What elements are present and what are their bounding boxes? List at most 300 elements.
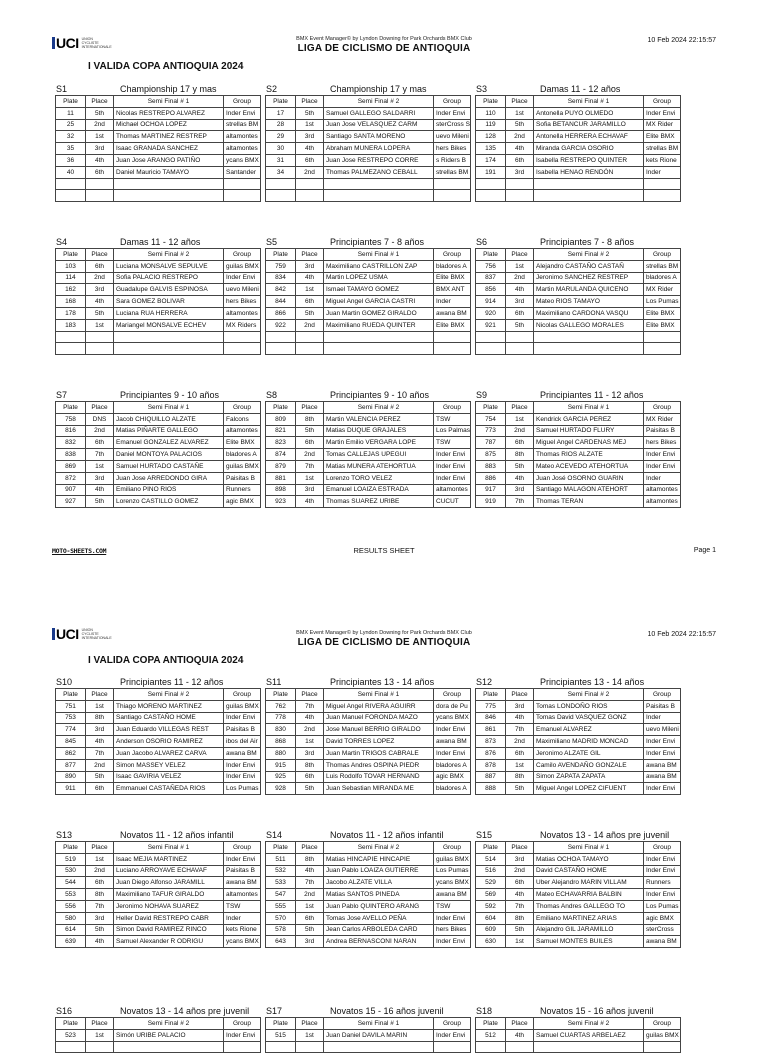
group-cell: uevo Mileni [224, 284, 261, 296]
place-header: Place [296, 402, 324, 414]
semi-final-section-s18 [475, 1005, 680, 1039]
rider-cell: Juan Diego Alfonso JARAMILL [114, 877, 224, 889]
place-cell: 5th [506, 924, 534, 936]
place-cell: 6th [296, 154, 324, 166]
plate-cell: 11 [56, 107, 86, 119]
rider-cell: Emiliano MARTINEZ ARIAS [534, 912, 644, 924]
software-credit: BMX Event Manager© by Lyndon Downing for Park Orchards BMX Club [296, 36, 472, 42]
group-cell: BMX ANT [434, 284, 471, 296]
table-header-row [266, 1018, 471, 1030]
rider-cell: Daniel Mauricio TAMAYO [114, 166, 224, 178]
plate-cell: 119 [476, 119, 506, 131]
place-cell: 8th [296, 413, 324, 425]
plate-cell: 890 [56, 771, 86, 783]
place-cell: 1st [506, 936, 534, 948]
place-cell: 5th [506, 119, 534, 131]
uci-logo: UCI UNION CYCLISTE INTERNATIONALE [52, 35, 104, 51]
place-cell: DNS [86, 413, 114, 425]
group-cell: Elite BMX [224, 437, 261, 449]
rider-cell: Kendrick GARCIA PEREZ [534, 413, 644, 425]
table-row [266, 783, 471, 795]
place-cell: 3rd [296, 747, 324, 759]
group-cell: Inder [644, 166, 681, 178]
rider-cell: Samuel HURTADO FLURY [534, 425, 644, 437]
place-cell: 8th [296, 759, 324, 771]
plate-cell: 128 [476, 131, 506, 143]
group-cell: Inder Envi [644, 889, 681, 901]
table-row [476, 853, 681, 865]
place-cell: 4th [86, 484, 114, 496]
group-cell: ycans BMX [434, 877, 471, 889]
place-cell: 8th [506, 771, 534, 783]
table-row [266, 877, 471, 889]
semi-final-section-s12 [475, 676, 680, 795]
group-cell: TSW [434, 413, 471, 425]
section-code: S10 [56, 677, 73, 687]
semi-final-section-s17 [265, 1005, 470, 1039]
place-header: Place [86, 96, 114, 108]
rider-cell: Jacob CHIQUILLO ALZATE [114, 413, 224, 425]
place-cell: 2nd [86, 425, 114, 437]
group-cell: Inder [434, 296, 471, 308]
place-cell: 6th [506, 307, 534, 319]
plate-cell: 570 [266, 912, 296, 924]
semi-final-section-s14 [265, 829, 470, 948]
section-code: S3 [476, 84, 488, 94]
event-title: I VALIDA COPA ANTIOQUIA 2024 [88, 655, 244, 666]
rider-cell: Maximiliano CARDONA VASQU [534, 307, 644, 319]
place-cell: 8th [86, 712, 114, 724]
group-cell: agic BMX [644, 912, 681, 924]
group-header: Group [224, 842, 261, 854]
table-header-row [56, 1018, 261, 1030]
group-cell: Inder Envi [644, 736, 681, 748]
group-cell: altamontes [224, 889, 261, 901]
rider-cell: Matias SANTOS PINEDA [324, 889, 434, 901]
plate-cell: 775 [476, 700, 506, 712]
table-header-row [266, 842, 471, 854]
group-header: Group [224, 249, 261, 261]
table-row [56, 912, 261, 924]
section-code: S2 [266, 84, 278, 94]
section-code: S4 [56, 237, 68, 247]
rider-cell: Santiago SANTA MORENO [324, 131, 434, 143]
rider-cell: Martin LOPEZ USMA [324, 272, 434, 284]
semi-final-header: Semi Final # 1 [534, 842, 644, 854]
plate-cell: 555 [266, 900, 296, 912]
rider-cell: Juan Daniel DAVILA MARIN [324, 1029, 434, 1041]
semi-final-header: Semi Final # 1 [534, 402, 644, 414]
group-cell: Paisitas B [224, 724, 261, 736]
table-row [476, 771, 681, 783]
rider-cell: Samuel HURTADO CASTAÑE [114, 460, 224, 472]
group-cell: Los Pumas [434, 865, 471, 877]
place-cell [86, 1041, 114, 1053]
place-header: Place [296, 1018, 324, 1030]
table-row [56, 889, 261, 901]
rider-cell: Samuel GALLEGO SALDARRI [324, 107, 434, 119]
place-cell: 6th [296, 912, 324, 924]
table-row [476, 1029, 681, 1041]
group-cell: Inder Envi [434, 472, 471, 484]
place-cell: 5th [296, 924, 324, 936]
rider-cell: Emanuel ALVAREZ [534, 724, 644, 736]
rider-cell: Matias HINCAPIE HINCAPIE [324, 853, 434, 865]
rider-cell: Alejandro GIL JARAMILLO [534, 924, 644, 936]
place-cell: 6th [86, 166, 114, 178]
place-header: Place [86, 689, 114, 701]
results-table [475, 688, 681, 795]
results-sheet-label: RESULTS SHEET [353, 546, 415, 555]
group-cell: ycans BMX [224, 936, 261, 948]
table-header-row [266, 689, 471, 701]
place-cell: 2nd [296, 166, 324, 178]
plate-cell: 862 [56, 747, 86, 759]
semi-final-header: Semi Final # 2 [114, 689, 224, 701]
table-row [56, 759, 261, 771]
table-header-row [476, 1018, 681, 1030]
rider-cell: Daniel MONTOYA PALACIOS [114, 449, 224, 461]
group-cell: Inder Envi [644, 107, 681, 119]
plate-cell: 888 [476, 783, 506, 795]
place-cell: 8th [506, 912, 534, 924]
table-row [476, 700, 681, 712]
group-cell: Los Pumas [644, 900, 681, 912]
group-cell: Falcons [224, 413, 261, 425]
table-row [476, 936, 681, 948]
plate-cell: 928 [266, 783, 296, 795]
group-cell: awana BM [434, 736, 471, 748]
place-cell: 4th [296, 272, 324, 284]
category-name: Novatos 15 - 16 años juvenil [540, 1006, 654, 1016]
group-cell: Inder Envi [224, 272, 261, 284]
table-row [266, 1041, 471, 1053]
plate-cell: 32 [56, 131, 86, 143]
plate-cell: 523 [56, 1029, 86, 1041]
rider-cell: Luciana MONSALVE SEPULVE [114, 260, 224, 272]
group-cell [434, 1041, 471, 1053]
group-cell: Los Pumas [644, 296, 681, 308]
plate-cell: 758 [56, 413, 86, 425]
place-cell: 3rd [86, 284, 114, 296]
plate-cell: 569 [476, 889, 506, 901]
place-cell: 3rd [296, 131, 324, 143]
plate-cell: 837 [476, 272, 506, 284]
rider-cell: Emanuel GONZALEZ ALVAREZ [114, 437, 224, 449]
plate-cell: 869 [56, 460, 86, 472]
plate-cell: 830 [266, 724, 296, 736]
place-header: Place [296, 96, 324, 108]
place-cell: 7th [296, 460, 324, 472]
place-cell: 2nd [86, 865, 114, 877]
place-cell: 3rd [296, 484, 324, 496]
plate-cell: 774 [56, 724, 86, 736]
place-cell: 4th [506, 889, 534, 901]
group-cell: awana BM [224, 877, 261, 889]
rider-cell: Lorenzo TORO VELEZ [324, 472, 434, 484]
place-cell: 4th [296, 712, 324, 724]
table-row [266, 747, 471, 759]
group-cell: Paisitas B [644, 700, 681, 712]
place-cell: 6th [86, 877, 114, 889]
place-cell: 3rd [296, 260, 324, 272]
plate-cell: 630 [476, 936, 506, 948]
section-code: S8 [266, 390, 278, 400]
rider-cell: Juan Jose ARANGO PATIÑO [114, 154, 224, 166]
table-row [266, 700, 471, 712]
rider-cell: Camilo AVENDAÑO GONZALE [534, 759, 644, 771]
group-header: Group [434, 96, 471, 108]
rider-cell: Juan Sebastian MIRANDA ME [324, 783, 434, 795]
group-cell: Elite BMX [644, 131, 681, 143]
rider-cell: Juan José OSORNO GUARIN [534, 472, 644, 484]
plate-header: Plate [266, 402, 296, 414]
plate-cell: 578 [266, 924, 296, 936]
table-row [266, 900, 471, 912]
plate-cell: 556 [56, 900, 86, 912]
group-cell: Paisitas B [644, 425, 681, 437]
table-row [56, 865, 261, 877]
table-row [56, 936, 261, 948]
group-cell: awana BM [644, 771, 681, 783]
group-cell: Paisitas B [224, 472, 261, 484]
category-name: Principiantes 7 - 8 años [540, 237, 635, 247]
rider-cell: Emiliano PINO RIOS [114, 484, 224, 496]
moto-sheets-logo: MOTO-SHEETS.COM [52, 547, 107, 555]
place-cell: 4th [86, 936, 114, 948]
category-name: Championship 17 y mas [120, 84, 217, 94]
table-row [56, 853, 261, 865]
rider-cell: Thomas MARTINEZ RESTREP [114, 131, 224, 143]
table-row [56, 783, 261, 795]
rider-cell: Thomas Andres GALLEGO TO [534, 900, 644, 912]
plate-cell: 533 [266, 877, 296, 889]
group-cell: Inder Envi [644, 460, 681, 472]
plate-cell: 832 [56, 437, 86, 449]
place-cell: 4th [296, 496, 324, 508]
place-cell: 5th [506, 319, 534, 331]
group-cell: guilas BMX [644, 1029, 681, 1041]
plate-cell: 915 [266, 759, 296, 771]
place-cell: 5th [296, 307, 324, 319]
group-cell: altamontes [224, 143, 261, 155]
table-row [56, 747, 261, 759]
group-cell: Elite BMX [434, 319, 471, 331]
place-cell: 1st [296, 284, 324, 296]
plate-cell: 834 [266, 272, 296, 284]
table-row [266, 759, 471, 771]
rider-cell: Thomas PALMEZANO CEBALL [324, 166, 434, 178]
group-cell: sterCross S [434, 119, 471, 131]
table-row [476, 724, 681, 736]
group-cell: ycans BMX [434, 712, 471, 724]
rider-cell: Tomas Jose AVELLO PEÑA [324, 912, 434, 924]
plate-cell: 866 [266, 307, 296, 319]
software-credit: BMX Event Manager© by Lyndon Downing for Park Orchards BMX Club [296, 630, 472, 636]
group-cell: altamontes [644, 484, 681, 496]
group-header: Group [434, 402, 471, 414]
semi-final-header: Semi Final # 1 [114, 842, 224, 854]
rider-cell: Isaac GAVIRIA VELEZ [114, 771, 224, 783]
place-cell: 1st [296, 1029, 324, 1041]
rider-cell: Antonella PUYO OLMEDO [534, 107, 644, 119]
plate-cell: 753 [56, 712, 86, 724]
plate-cell: 35 [56, 143, 86, 155]
rider-cell: Mariangel MONSALVE ECHEV [114, 319, 224, 331]
print-datetime: 10 Feb 2024 22:15:57 [647, 631, 716, 638]
plate-header: Plate [476, 1018, 506, 1030]
section-code: S5 [266, 237, 278, 247]
place-cell: 1st [86, 131, 114, 143]
group-cell: Inder Envi [644, 865, 681, 877]
semi-final-header: Semi Final # 1 [324, 249, 434, 261]
group-cell [224, 1041, 261, 1053]
place-cell: 1st [86, 1029, 114, 1041]
place-header: Place [86, 842, 114, 854]
plate-cell: 872 [56, 472, 86, 484]
plate-header: Plate [56, 96, 86, 108]
plate-cell: 821 [266, 425, 296, 437]
results-table [475, 1017, 681, 1053]
place-cell: 1st [296, 119, 324, 131]
place-cell: 2nd [296, 319, 324, 331]
rider-cell: Miguel Angel LOPEZ CIFUENT [534, 783, 644, 795]
group-cell: guilas BMX [224, 460, 261, 472]
plate-cell: 580 [56, 912, 86, 924]
rider-cell: Tomas David VASQUEZ GONZ [534, 712, 644, 724]
plate-cell: 553 [56, 889, 86, 901]
plate-cell: 31 [266, 154, 296, 166]
group-cell: Inder Envi [644, 747, 681, 759]
place-cell: 6th [506, 437, 534, 449]
plate-cell: 925 [266, 771, 296, 783]
results-table [265, 1017, 471, 1053]
semi-final-header: Semi Final # 2 [324, 402, 434, 414]
results-table [475, 841, 681, 948]
rider-cell: Thomas SUAREZ URIBE [324, 496, 434, 508]
semi-final-header: Semi Final # 1 [114, 96, 224, 108]
rider-cell: Maximiliano CASTRILLON ZAP [324, 260, 434, 272]
plate-cell: 614 [56, 924, 86, 936]
plate-cell: 922 [266, 319, 296, 331]
plate-cell: 874 [266, 449, 296, 461]
plate-cell: 887 [476, 771, 506, 783]
place-cell: 4th [86, 736, 114, 748]
rider-cell: Jeronimo ALZATE GIL [534, 747, 644, 759]
rider-cell: David CASTAÑO HOME [534, 865, 644, 877]
rider-cell: Jacobo ALZATE VILLA [324, 877, 434, 889]
plate-cell: 162 [56, 284, 86, 296]
place-cell: 1st [86, 319, 114, 331]
plate-cell: 917 [476, 484, 506, 496]
place-cell: 1st [506, 260, 534, 272]
rider-cell: Guadalupe GALVIS ESPINOSA [114, 284, 224, 296]
place-cell: 1st [296, 736, 324, 748]
rider-cell: Samuel MONTES BUILES [534, 936, 644, 948]
group-cell: MX Riders [224, 319, 261, 331]
group-cell: Inder Envi [224, 107, 261, 119]
place-cell [506, 1041, 534, 1053]
rider-cell: Tomas CALLEJAS UPEGUI [324, 449, 434, 461]
group-cell: Inder Envi [434, 747, 471, 759]
place-cell: 2nd [296, 889, 324, 901]
table-header-row [56, 842, 261, 854]
group-cell: Inder Envi [224, 771, 261, 783]
group-cell: bladores A [224, 449, 261, 461]
semi-final-header: Semi Final # 1 [114, 402, 224, 414]
place-cell: 6th [86, 260, 114, 272]
table-row [266, 924, 471, 936]
plate-cell: 762 [266, 700, 296, 712]
plate-cell: 756 [476, 260, 506, 272]
place-header: Place [506, 96, 534, 108]
plate-cell: 838 [56, 449, 86, 461]
group-cell: Paisitas B [224, 865, 261, 877]
place-cell: 6th [296, 771, 324, 783]
category-name: Novatos 11 - 12 años infantil [120, 830, 234, 840]
place-cell: 5th [86, 107, 114, 119]
group-cell: Runners [644, 877, 681, 889]
place-cell: 5th [86, 771, 114, 783]
semi-final-header: Semi Final # 2 [534, 249, 644, 261]
rider-cell: Juan Martin GOMEZ GIRALDO [324, 307, 434, 319]
group-cell: TSW [434, 900, 471, 912]
plate-cell: 174 [476, 154, 506, 166]
plate-cell: 530 [56, 865, 86, 877]
plate-cell: 191 [476, 166, 506, 178]
plate-cell: 103 [56, 260, 86, 272]
group-header: Group [644, 402, 681, 414]
group-cell: Elite BMX [434, 272, 471, 284]
rider-cell: Emmanuel CASTAÑEDA RIOS [114, 783, 224, 795]
group-cell: hers Bikes [434, 143, 471, 155]
group-header: Group [644, 1018, 681, 1030]
place-cell: 5th [296, 425, 324, 437]
rider-cell: Simon MASSEY VELEZ [114, 759, 224, 771]
table-row [266, 1029, 471, 1041]
rider-cell: Nicolas RESTREPO ALVAREZ [114, 107, 224, 119]
plate-cell: 759 [266, 260, 296, 272]
rider-cell: Emanuel LOAIZA ESTRADA [324, 484, 434, 496]
table-row [56, 736, 261, 748]
place-cell: 5th [86, 307, 114, 319]
table-row [266, 771, 471, 783]
rider-cell: Jeronimo SANCHEZ RESTREP [534, 272, 644, 284]
plate-cell: 529 [476, 877, 506, 889]
group-cell: bladores A [434, 260, 471, 272]
place-header: Place [506, 249, 534, 261]
group-cell [644, 1041, 681, 1053]
group-header: Group [644, 689, 681, 701]
table-row [476, 783, 681, 795]
group-cell: Inder Envi [224, 759, 261, 771]
table-row [56, 712, 261, 724]
plate-cell: 515 [266, 1029, 296, 1041]
table-header-row [476, 842, 681, 854]
table-row [56, 924, 261, 936]
rider-cell: Matias OCHOA TAMAYO [534, 853, 644, 865]
group-cell: uevo Mileni [434, 131, 471, 143]
rider-cell: Isaac GRANADA SANCHEZ [114, 143, 224, 155]
semi-final-header: Semi Final # 2 [114, 1018, 224, 1030]
place-cell: 3rd [506, 296, 534, 308]
place-cell: 2nd [296, 724, 324, 736]
plate-cell: 544 [56, 877, 86, 889]
plate-cell: 809 [266, 413, 296, 425]
place-cell: 6th [506, 747, 534, 759]
plate-cell: 604 [476, 912, 506, 924]
plate-header: Plate [56, 842, 86, 854]
